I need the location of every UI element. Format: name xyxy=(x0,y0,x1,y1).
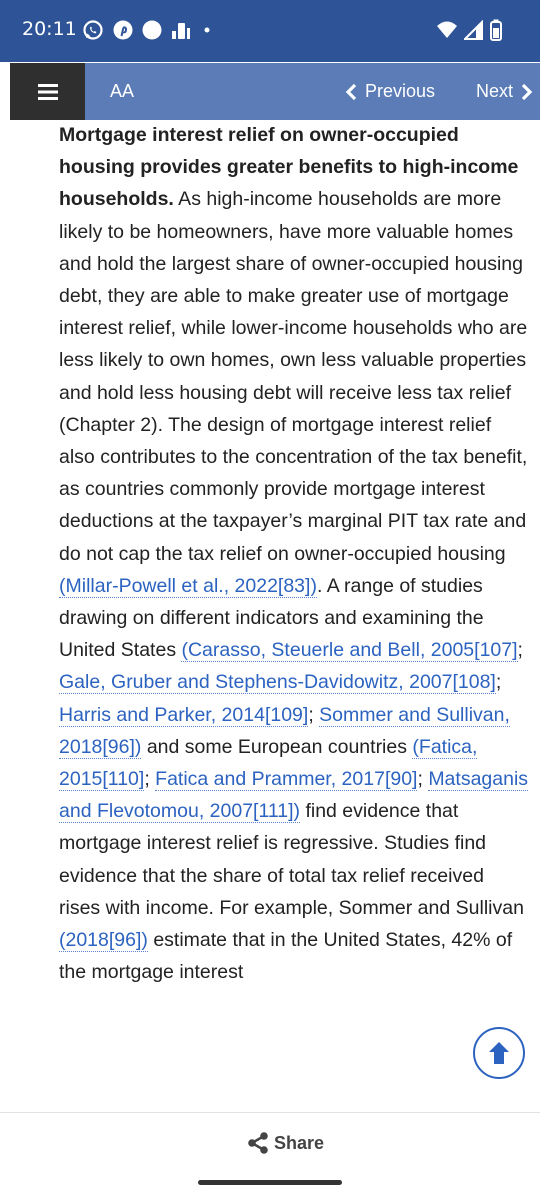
citation-link[interactable]: Sommer and Sullivan, 2018[96]) xyxy=(59,703,510,758)
menu-button[interactable] xyxy=(10,63,85,120)
article-paragraph xyxy=(59,120,529,988)
share-button[interactable] xyxy=(246,1130,324,1156)
dot-icon xyxy=(200,23,214,37)
wifi-icon xyxy=(436,20,458,40)
citation-link[interactable]: Matsaganis and Flevotomou, 2007[111]) xyxy=(59,768,529,823)
next-button[interactable] xyxy=(476,63,533,120)
reader-toolbar xyxy=(10,63,540,120)
previous-label: Previous xyxy=(365,81,436,101)
citation-link[interactable]: (2018[96]) xyxy=(59,929,148,952)
body-text: . A range of studies drawing on different indicators and examining the United States xyxy=(59,574,484,662)
battery-icon xyxy=(490,19,502,41)
citation-separator: ; xyxy=(144,768,156,791)
article-content xyxy=(0,120,540,1112)
font-size-button[interactable] xyxy=(110,63,134,120)
hamburger-icon xyxy=(38,84,58,100)
chevron-right-icon xyxy=(521,83,533,101)
whatsapp-icon xyxy=(82,19,104,41)
citation-link[interactable]: (Millar-Powell et al., 2022[83]) xyxy=(59,574,317,597)
bottom-bar xyxy=(0,1112,540,1200)
share-icon xyxy=(246,1131,270,1155)
bold-lead: Mortgage interest relief on owner-occupied housing provides greater benefits to high-income households. xyxy=(59,124,519,211)
sim-bars-icon xyxy=(171,20,191,40)
status-bar xyxy=(0,0,540,62)
status-time: 20:11 xyxy=(22,18,77,40)
body-text: estimate that in the United States, 42% of the mortgage interest xyxy=(59,929,513,984)
citation-separator: ; xyxy=(517,639,523,662)
circle-icon xyxy=(142,20,162,40)
citation-link[interactable]: Gale, Gruber and Stephens-Davidowitz, 2007[108] xyxy=(59,671,496,694)
body-text: As high-income households are more likely to be homeowners, have more valuable homes and hold the largest share of owner-occupied housing debt, they are able to make greater use of mortgage interest relief, while lower-income households who are less likely to own homes, own less valuable properties and hold less housing debt will receive less tax relief (Chapter 2). The design of mortgage interest relief also contributes to the concentration of the tax benefit, as countries commonly provide mortgage interest deductions at the taxpayer’s marginal PIT tax rate and do not cap the tax relief on owner-occupied housing xyxy=(59,188,528,565)
arrow-up-icon xyxy=(487,1040,511,1066)
scroll-to-top-button[interactable] xyxy=(473,1027,525,1079)
body-text: find evidence that mortgage interest relief is regressive. Studies find evidence that the share of total tax relief received rises with income. For example, Sommer and Sullivan xyxy=(59,800,524,919)
system-icons xyxy=(436,18,502,42)
font-size-label: AA xyxy=(110,81,135,101)
citation-link[interactable]: Harris and Parker, 2014[109] xyxy=(59,703,309,726)
pinterest-icon xyxy=(113,20,133,40)
chevron-left-icon xyxy=(345,83,357,101)
citation-link[interactable]: (Carasso, Steuerle and Bell, 2005[107] xyxy=(181,639,518,662)
previous-button[interactable] xyxy=(345,63,435,120)
citation-separator: ; xyxy=(495,671,502,694)
citation-link[interactable]: (Fatica, 2015[110] xyxy=(59,735,478,791)
body-text: and some European countries xyxy=(141,735,413,758)
next-label: Next xyxy=(476,81,514,101)
share-label: Share xyxy=(274,1132,325,1153)
signal-icon xyxy=(464,20,484,40)
citation-separator: ; xyxy=(308,703,320,726)
home-indicator[interactable] xyxy=(198,1180,342,1185)
citation-link[interactable]: Fatica and Prammer, 2017[90] xyxy=(155,768,418,791)
citation-separator: ; xyxy=(417,768,429,791)
notification-icons xyxy=(82,17,214,43)
